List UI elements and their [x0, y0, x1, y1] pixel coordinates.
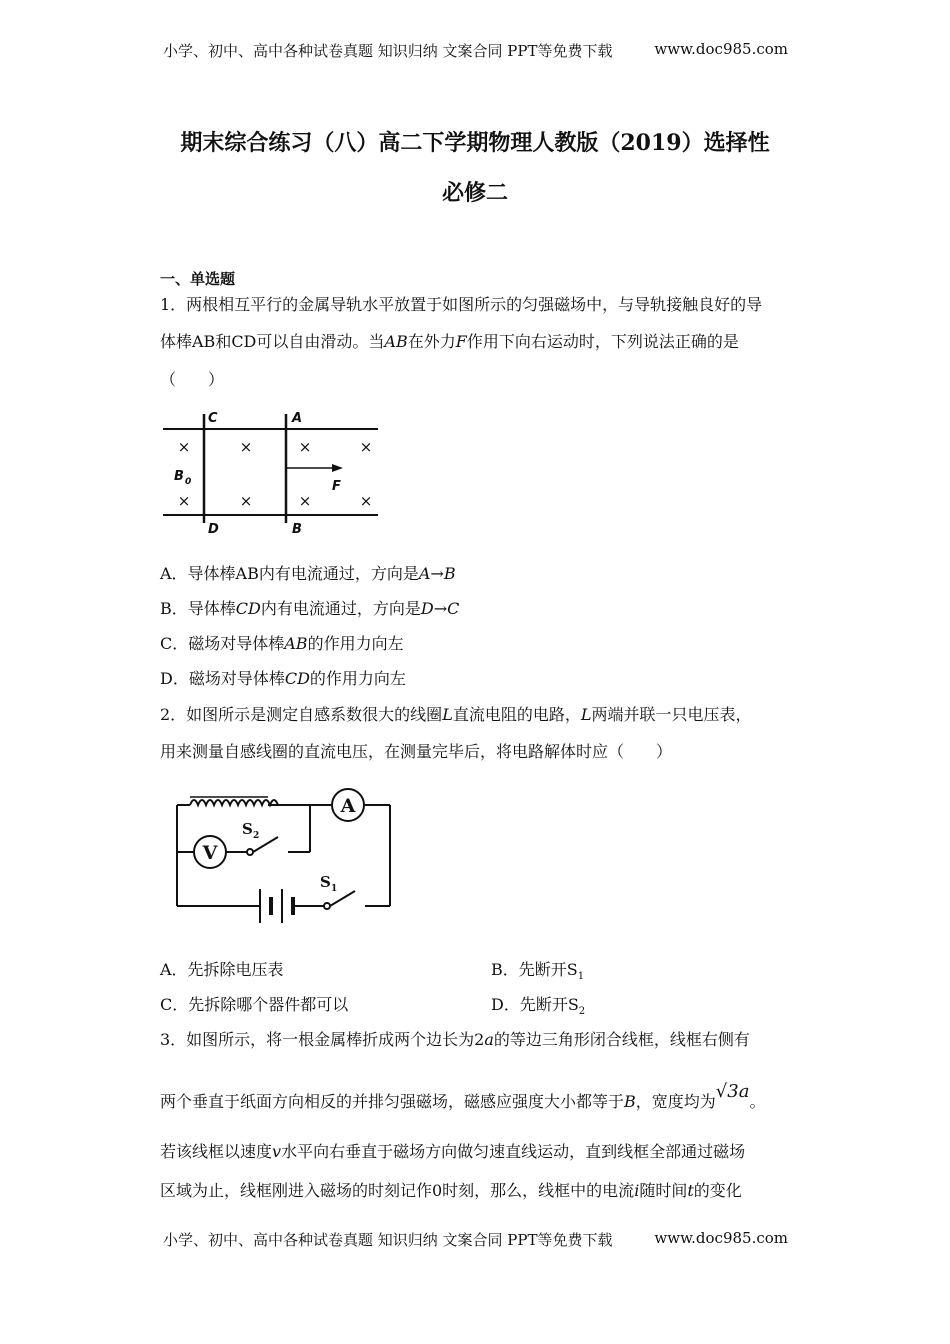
q2-stem-line2: 用来测量自感线圈的直流电压，在测量完毕后，将电路解体时应（ ）	[160, 742, 673, 761]
field-cross: ×	[177, 492, 191, 510]
label-b: B	[292, 522, 302, 537]
page-footer	[163, 1229, 788, 1250]
voltmeter-label: V	[202, 842, 218, 864]
q1-stem-line2: 体棒AB和CD可以自由滑动。当AB在外力F作用下向右运动时，下列说法正确的是	[160, 332, 739, 351]
switch-s2-subscript: 2	[253, 831, 260, 841]
field-cross: ×	[359, 438, 373, 456]
q1-rails-figure	[160, 408, 385, 538]
q2-circuit-figure	[170, 785, 400, 935]
q1-option-d: D．磁场对导体棒CD的作用力向左	[160, 669, 406, 688]
q1-option-b: B．导体棒CD内有电流通过，方向是D→C	[160, 599, 460, 618]
q1-stem-line1: 1．两根相互平行的金属导轨水平放置于如图所示的匀强磁场中，与导轨接触良好的导	[160, 295, 763, 314]
q2-stem-line1: 2．如图所示是测定自感系数很大的线圈L直流电阻的电路，L两端并联一只电压表，	[160, 705, 752, 724]
label-a: A	[292, 411, 303, 426]
label-f: F	[332, 479, 341, 494]
switch-s1-label: S	[320, 873, 331, 891]
q2-option-d: D．先断开$S_2$	[491, 995, 586, 1018]
q2-option-b: B．先断开$S_1$	[491, 960, 585, 983]
q1-option-c: C．磁场对导体棒AB的作用力向左	[160, 634, 404, 653]
inductor-coil	[190, 800, 278, 805]
ammeter-label: A	[340, 795, 356, 817]
label-b0: B	[174, 469, 184, 484]
field-cross: ×	[239, 438, 253, 456]
label-b0-subscript: 0	[185, 477, 192, 487]
q1-answer-bracket: （ ）	[160, 370, 225, 389]
switch-s1-subscript: 1	[331, 884, 338, 894]
header-website: www.doc985.com	[654, 40, 788, 58]
q2-option-c: C．先拆除哪个器件都可以	[160, 995, 349, 1014]
force-arrowhead	[332, 464, 343, 472]
field-cross: ×	[359, 492, 373, 510]
document-title-line2: 必修二	[441, 180, 508, 206]
header-left-text: 小学、初中、高中各种试卷真题 知识归纳 文案合同 PPT等免费下载	[163, 42, 613, 60]
footer-website: www.doc985.com	[654, 1229, 788, 1247]
label-c: C	[208, 411, 218, 426]
field-cross: ×	[239, 492, 253, 510]
battery-icon	[260, 889, 293, 923]
switch-s2-contact	[247, 849, 253, 855]
switch-s1-contact	[324, 903, 330, 909]
field-cross: ×	[298, 438, 312, 456]
q3-stem-line1: 3．如图所示，将一根金属棒折成两个边长为2a的等边三角形闭合线框，线框右侧有	[160, 1030, 750, 1049]
page-header	[163, 40, 788, 61]
footer-left-text: 小学、初中、高中各种试卷真题 知识归纳 文案合同 PPT等免费下载	[163, 1231, 613, 1249]
q3-stem-line4: 区域为止，线框刚进入磁场的时刻记作0时刻，那么，线框中的电流i随时间t的变化	[160, 1181, 742, 1200]
field-cross: ×	[177, 438, 191, 456]
switch-s2-label: S	[242, 820, 253, 838]
label-d: D	[208, 522, 219, 537]
section-heading: 一、单选题	[160, 270, 236, 288]
q2-option-a: A．先拆除电压表	[160, 960, 284, 979]
q1-option-a: A．导体棒AB内有电流通过，方向是A→B	[160, 564, 456, 583]
q3-stem-line2: 两个垂直于纸面方向相反的并排匀强磁场，磁感应强度大小都等于B，宽度均为√3a。	[160, 1081, 766, 1111]
q3-stem-line3: 若该线框以速度v水平向右垂直于磁场方向做匀速直线运动，直到线框全部通过磁场	[160, 1142, 746, 1161]
document-title-line1: 期末综合练习（八）高二下学期物理人教版（2019）选择性	[180, 130, 770, 156]
field-cross: ×	[298, 492, 312, 510]
